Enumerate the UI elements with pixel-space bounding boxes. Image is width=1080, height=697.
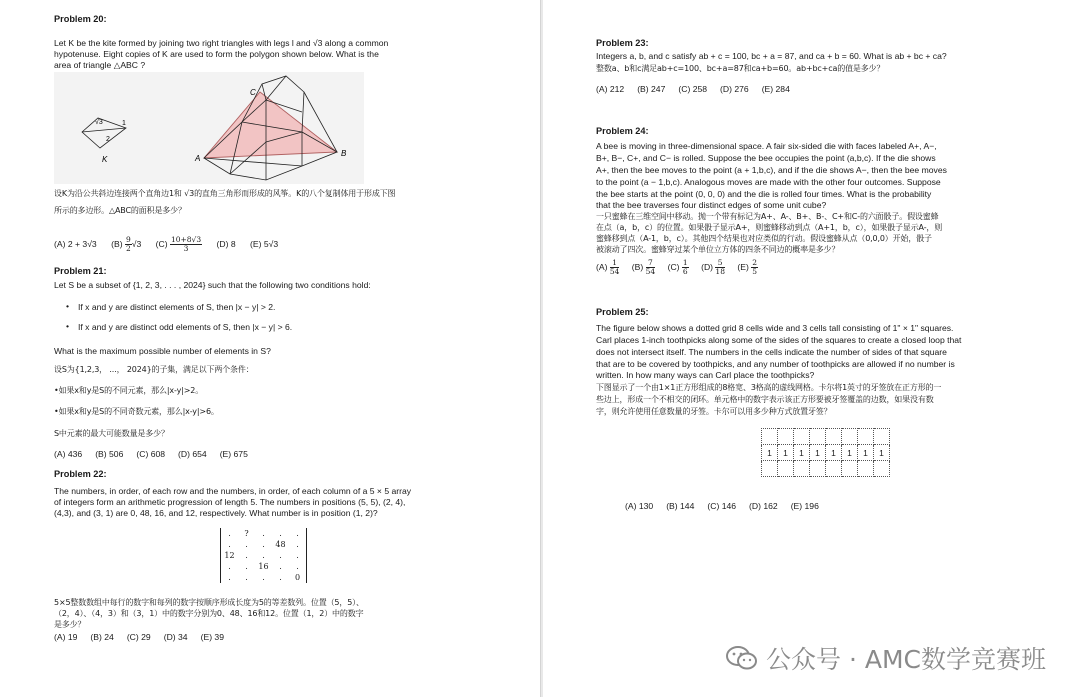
matrix-cell: . — [279, 562, 282, 571]
matrix-cell: . — [279, 573, 282, 582]
grid-cell — [826, 461, 842, 477]
p24-choice-b: (B) $\frac{7}{54}$ — [631, 258, 656, 277]
p25-dotted-grid — [761, 428, 890, 477]
grid-cell — [794, 429, 810, 445]
grid-cell — [826, 429, 842, 445]
p22-choice: (B) 24 — [90, 632, 114, 642]
p23-choice: (C) 258 — [678, 84, 708, 94]
p25-text-2: Carl places 1-inch toothpicks along some of the sides of the squares to create a closed loop that — [596, 335, 962, 345]
p24-text-5: the bee starts at the point (0, 0, 0) and the die is rolled four times. What is the probability — [596, 189, 932, 199]
grid-cell — [778, 429, 794, 445]
matrix-cell: . — [279, 529, 282, 538]
problem-20-title: Problem 20: — [54, 14, 107, 24]
p24-text-4: to the point (a − 1,b,c). Analogous moves are made with the other four outcomes. Suppose — [596, 177, 941, 187]
matrix-cell: . — [228, 540, 231, 549]
p23-choice: (E) 284 — [761, 84, 790, 94]
right-page — [543, 0, 1080, 697]
p23-text-1: Integers a, b, and c satisfy ab + c = 100, bc + a = 87, and ca + b = 60. What is ab + bc + ca? — [596, 51, 947, 61]
p25-choice: (A) 130 — [625, 501, 654, 511]
matrix-row — [221, 528, 306, 539]
p22-choice: (D) 34 — [163, 632, 188, 642]
p21-cn-1: 设S为{1,2,3， ...， 2024}的子集，满足以下两个条件： — [54, 365, 254, 374]
grid-cell: 1 — [858, 445, 874, 461]
matrix-cell: 0 — [294, 573, 301, 582]
p24-cn-1: 一只蜜蜂在三维空间中移动。抛一个带有标记为A+、A-、B+、B-、C+和C-的六面骰子。假设蜜蜂 — [596, 212, 939, 221]
p25-choice: (D) 162 — [749, 501, 778, 511]
p23-cn-1: 整数a、b和c满足ab+c=100、bc+a=87和ca+b=60。ab+bc+ca的值是多少？ — [596, 64, 885, 73]
grid-cell — [874, 461, 890, 477]
p20-text-3: area of triangle △ABC ? — [54, 60, 146, 70]
p21-cn-2: •如果x和y是S的不同元素，那么|x-y|>2。 — [54, 386, 204, 395]
p23-choice: (A) 212 — [596, 84, 625, 94]
problem-22-title: Problem 22: — [54, 469, 107, 479]
p24-text-2: B+, B−, C+, and C− is rolled. Suppose the bee occupies the point (a,b,c). If the die shows — [596, 153, 936, 163]
bullet-dot: • — [66, 301, 70, 311]
p22-cn-1: 5×5整数数组中每行的数字和每列的数字按顺序形成长度为5的等差数列。位置（5，5）、 — [54, 598, 364, 607]
grid-cell — [842, 461, 858, 477]
p25-text-4: that are to be covered by toothpicks, and any number of toothpicks are allowed if no number is — [596, 359, 955, 369]
p24-cn-3: 蜜蜂移到点（A-1，b，c）。其他四个结果也对应类似的行动。假设蜜蜂从点（0,0,0）开始，骰子 — [596, 234, 932, 243]
p24-choice-e: (E) $\frac{2}{5}$ — [737, 258, 757, 277]
p21-text-1: Let S be a subset of {1, 2, 3, . . . , 2024} such that the following two conditions hold: — [54, 280, 371, 290]
p23-choice: (B) 247 — [637, 84, 666, 94]
grid-cell: 1 — [762, 445, 778, 461]
p25-choice: (B) 144 — [666, 501, 695, 511]
p24-cn-4: 被滚动了四次。蜜蜂穿过某个单位立方体的四条不同边的概率是多少？ — [596, 245, 840, 254]
grid-cell: 1 — [810, 445, 826, 461]
matrix-table — [221, 528, 306, 583]
grid-cell: 1 — [778, 445, 794, 461]
p20-choice-e: (E) 5√3 — [250, 239, 279, 249]
p25-text-3: does not intersect itself. The numbers in the cells indicate the number of sides of that square — [596, 347, 947, 357]
kite-label-1: 1 — [122, 120, 126, 127]
p20-choices — [54, 236, 278, 253]
matrix-cell: . — [228, 573, 231, 582]
p20-choice-c: (C) $\frac{10+8√3}{3}$ — [155, 235, 202, 254]
p24-choice-a: (A) $\frac{1}{54}$ — [596, 258, 620, 277]
p22-choice: (C) 29 — [126, 632, 151, 642]
p22-text-1: The numbers, in order, of each row and the numbers, in order, of each column of a 5 × 5 array — [54, 486, 412, 496]
p21-question: What is the maximum possible number of elements in S? — [54, 346, 271, 356]
p20-text-2: hypotenuse. Eight copies of K are used to form the polygon shown below. What is the — [54, 49, 379, 59]
p21-choices — [54, 449, 261, 461]
grid-cell — [874, 429, 890, 445]
p22-text-3: (4,3), and (3, 1) are 0, 48, 16, and 12, respectively. What number is in position (1, 2)? — [54, 508, 378, 518]
matrix-row — [221, 550, 306, 561]
kite-label-sqrt3: √3 — [95, 119, 103, 126]
matrix-cell: . — [245, 562, 248, 571]
p21-bullet-1: If x and y are distinct elements of S, then |x − y| > 2. — [78, 302, 276, 312]
kite-label-2: 2 — [106, 136, 110, 143]
p23-choices — [596, 84, 803, 96]
kite-label-k: K — [102, 155, 108, 164]
p20-choice-b: (B) $\frac{9}{2}$ √3 — [111, 235, 142, 254]
matrix-cell: . — [262, 540, 265, 549]
grid-row — [762, 461, 890, 477]
p25-cn-2: 些边上，形成一个不相交的闭环。单元格中的数字表示该正方形要被牙签覆盖的边数，如果没有数 — [596, 395, 934, 404]
p24-text-6: that the bee traverses four distinct edges of some unit cube? — [596, 200, 827, 210]
p25-choices — [625, 501, 832, 513]
problem-24-title: Problem 24: — [596, 126, 649, 136]
wechat-icon — [726, 645, 758, 671]
p20-cn-2: 所示的多边形。△ABC的面积是多少？ — [54, 206, 186, 215]
matrix-cell: . — [245, 573, 248, 582]
p21-choice: (A) 436 — [54, 449, 83, 459]
watermark-text: 公众号 · AMC数学竞赛班 — [766, 645, 1046, 674]
matrix-cell: . — [262, 529, 265, 538]
p22-choice: (E) 39 — [200, 632, 224, 642]
grid-cell — [858, 461, 874, 477]
problem-21-title: Problem 21: — [54, 266, 107, 276]
matrix-cell: . — [296, 540, 299, 549]
grid-cell: 1 — [874, 445, 890, 461]
matrix-row — [221, 561, 306, 572]
grid-cell — [778, 461, 794, 477]
p25-choice: (E) 196 — [790, 501, 819, 511]
p21-cn-3: •如果x和y是S的不同奇数元素，那么|x-y|>6。 — [54, 407, 219, 416]
p22-choices — [54, 632, 237, 644]
p20-figure — [54, 72, 364, 184]
grid-cell — [762, 461, 778, 477]
p20-text-1: Let K be the kite formed by joining two right triangles with legs l and √3 along a common — [54, 38, 389, 48]
label-c: C — [250, 88, 256, 97]
p24-choices — [596, 256, 758, 278]
p21-choice: (C) 608 — [136, 449, 166, 459]
p25-cn-1: 下图显示了一个由1×1正方形组成的8格宽、3格高的虚线网格。卡尔将1英寸的牙签放在正方形的一 — [596, 383, 942, 392]
problem-23-title: Problem 23: — [596, 38, 649, 48]
problem-25-title: Problem 25: — [596, 307, 649, 317]
p21-cn-4: S中元素的最大可能数量是多少？ — [54, 429, 169, 438]
p22-choice: (A) 19 — [54, 632, 78, 642]
matrix-cell: 16 — [258, 562, 269, 571]
matrix-cell: . — [228, 562, 231, 571]
grid-cell — [762, 429, 778, 445]
p24-text-3: A+, then the bee moves to the point (a + 1,b,c), and if the die shows A−, then the bee moves — [596, 165, 947, 175]
grid-cell — [810, 461, 826, 477]
p24-choice-d: (D) $\frac{5}{18}$ — [701, 258, 725, 277]
matrix-cell: 12 — [224, 551, 235, 560]
p22-cn-2: （2，4）、（4，3）和（3，1）中的数字分别为0、48、16和12。位置（1，2）中的数字 — [54, 609, 364, 618]
p25-cn-3: 字，则允许使用任意数量的牙签。卡尔可以用多少种方式放置牙签？ — [596, 407, 832, 416]
grid-cell: 1 — [794, 445, 810, 461]
grid-cell: 1 — [842, 445, 858, 461]
p21-bullet-2: If x and y are distinct odd elements of S, then |x − y| > 6. — [78, 322, 293, 332]
matrix-cell: . — [262, 573, 265, 582]
p24-text-1: A bee is moving in three-dimensional space. A fair six-sided die with faces labeled A+, A−, — [596, 141, 937, 151]
p21-choice: (B) 506 — [95, 449, 124, 459]
p25-text-5: written. In how many ways can Carl place the toothpicks? — [596, 370, 815, 380]
matrix-cell: . — [296, 551, 299, 560]
bullet-dot: • — [66, 321, 70, 331]
grid-cell — [858, 429, 874, 445]
grid-cell — [810, 429, 826, 445]
grid-row — [762, 445, 890, 461]
matrix-cell: . — [228, 529, 231, 538]
p20-choice-a: (A) 2 + 3√3 — [54, 239, 97, 249]
grid-row — [762, 429, 890, 445]
watermark — [726, 640, 1046, 676]
grid-cell: 1 — [826, 445, 842, 461]
p24-choice-c: (C) $\frac{1}{6}$ — [667, 258, 688, 277]
p25-text-1: The figure below shows a dotted grid 8 cells wide and 3 cells tall consisting of 1" × 1" squares. — [596, 323, 954, 333]
matrix-cell: . — [296, 562, 299, 571]
grid-cell — [794, 461, 810, 477]
p20-choice-d: (D) 8 — [216, 239, 236, 249]
matrix-row — [221, 539, 306, 550]
p22-matrix — [220, 528, 307, 583]
matrix-row — [221, 572, 306, 583]
label-b: B — [341, 149, 347, 158]
p25-choice: (C) 146 — [707, 501, 737, 511]
p24-cn-2: 在点（a，b，c）的位置。如果骰子显示A+，则蜜蜂移动到点（A+1，b，c），如果骰子显示A-，则 — [596, 223, 943, 232]
matrix-cell: ? — [244, 529, 249, 538]
p23-choice: (D) 276 — [720, 84, 749, 94]
p22-text-2: of integers form an arithmetic progression of length 5. The numbers in positions (5, 5), (2, 4), — [54, 497, 406, 507]
grid-cell — [842, 429, 858, 445]
label-a: A — [195, 154, 201, 163]
matrix-cell: . — [262, 551, 265, 560]
p21-choice: (E) 675 — [219, 449, 248, 459]
matrix-cell: . — [279, 551, 282, 560]
matrix-cell: . — [245, 551, 248, 560]
p21-choice: (D) 654 — [178, 449, 207, 459]
matrix-cell: 48 — [275, 540, 286, 549]
p20-cn-1: 设K为沿公共斜边连接两个直角边1和 √3的直角三角形而形成的风筝。K的八个复制体用于形成下图 — [54, 189, 396, 198]
matrix-cell: . — [245, 540, 248, 549]
matrix-cell: . — [296, 529, 299, 538]
p22-cn-3: 是多少？ — [54, 620, 86, 629]
